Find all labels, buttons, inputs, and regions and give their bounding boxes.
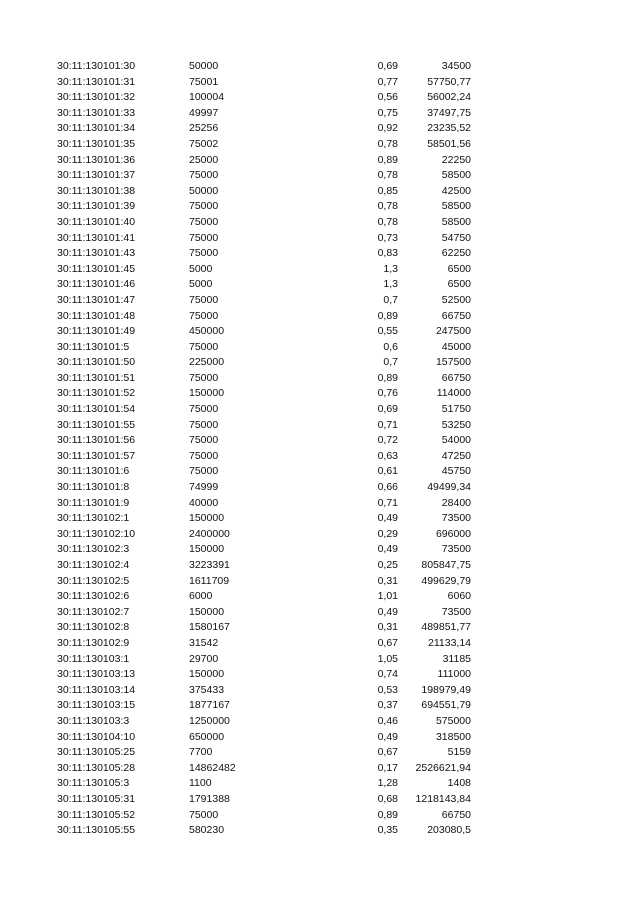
area-cell: 1611709 [189, 574, 230, 587]
area-cell: 74999 [189, 481, 219, 494]
area-cell: 75000 [189, 808, 219, 821]
cadastral-number-cell: 30:11:130102:8 [57, 621, 130, 634]
value-cell: 51750 [441, 403, 471, 416]
cadastral-number-cell: 30:11:130101:35 [57, 137, 136, 150]
coefficient-cell: 0,56 [377, 91, 398, 104]
table-row [0, 90, 640, 106]
area-cell: 450000 [189, 325, 225, 338]
cadastral-number-cell: 30:11:130101:48 [57, 309, 136, 322]
area-cell: 75001 [189, 75, 219, 88]
cadastral-number-cell: 30:11:130105:3 [57, 777, 130, 790]
cadastral-number-cell: 30:11:130101:8 [57, 481, 130, 494]
coefficient-cell: 0,76 [377, 387, 398, 400]
cadastral-number-cell: 30:11:130101:32 [57, 91, 136, 104]
coefficient-cell: 0,67 [377, 746, 398, 759]
cadastral-number-cell: 30:11:130105:55 [57, 824, 136, 837]
cadastral-number-cell: 30:11:130101:56 [57, 434, 136, 447]
cadastral-number-cell: 30:11:130102:6 [57, 590, 130, 603]
coefficient-cell: 1,01 [377, 590, 398, 603]
coefficient-cell: 0,31 [377, 574, 398, 587]
value-cell: 694551,79 [421, 699, 471, 712]
cadastral-number-cell: 30:11:130102:9 [57, 636, 130, 649]
area-cell: 2400000 [189, 527, 230, 540]
cadastral-number-cell: 30:11:130101:5 [57, 340, 130, 353]
cadastral-number-cell: 30:11:130101:6 [57, 465, 130, 478]
area-cell: 75000 [189, 449, 219, 462]
coefficient-cell: 0,78 [377, 200, 398, 213]
value-cell: 489851,77 [421, 621, 471, 634]
value-cell: 54000 [441, 434, 471, 447]
coefficient-cell: 1,3 [383, 262, 398, 275]
table-row [0, 636, 640, 652]
coefficient-cell: 0,89 [377, 808, 398, 821]
value-cell: 318500 [435, 730, 471, 743]
area-cell: 650000 [189, 730, 225, 743]
table-row [0, 776, 640, 792]
coefficient-cell: 0,73 [377, 231, 398, 244]
coefficient-cell: 0,68 [377, 792, 398, 805]
table-row [0, 106, 640, 122]
table-row [0, 402, 640, 418]
value-cell: 58500 [441, 169, 471, 182]
coefficient-cell: 0,6 [383, 340, 398, 353]
area-cell: 31542 [189, 636, 219, 649]
table-row [0, 168, 640, 184]
area-cell: 75000 [189, 340, 219, 353]
value-cell: 203080,5 [427, 824, 471, 837]
area-cell: 25000 [189, 153, 219, 166]
table-row [0, 277, 640, 293]
table-row [0, 153, 640, 169]
table-row [0, 652, 640, 668]
coefficient-cell: 0,49 [377, 730, 398, 743]
cadastral-number-cell: 30:11:130101:52 [57, 387, 136, 400]
cadastral-number-cell: 30:11:130101:45 [57, 262, 136, 275]
table-row [0, 683, 640, 699]
value-cell: 696000 [435, 527, 471, 540]
coefficient-cell: 0,74 [377, 668, 398, 681]
coefficient-cell: 1,3 [383, 278, 398, 291]
area-cell: 75002 [189, 137, 219, 150]
table-row [0, 449, 640, 465]
table-row [0, 823, 640, 839]
cadastral-number-cell: 30:11:130105:52 [57, 808, 136, 821]
cadastral-number-cell: 30:11:130101:40 [57, 215, 136, 228]
table-row [0, 184, 640, 200]
value-cell: 1408 [447, 777, 471, 790]
area-cell: 75000 [189, 215, 219, 228]
table-row [0, 137, 640, 153]
area-cell: 1877167 [189, 699, 230, 712]
area-cell: 75000 [189, 371, 219, 384]
value-cell: 45750 [441, 465, 471, 478]
coefficient-cell: 0,69 [377, 403, 398, 416]
cadastral-number-cell: 30:11:130103:14 [57, 683, 136, 696]
table-row [0, 527, 640, 543]
value-cell: 37497,75 [427, 106, 471, 119]
coefficient-cell: 0,49 [377, 605, 398, 618]
coefficient-cell: 0,66 [377, 481, 398, 494]
value-cell: 198979,49 [421, 683, 471, 696]
area-cell: 50000 [189, 60, 219, 72]
table-row [0, 761, 640, 777]
area-cell: 14862482 [189, 761, 236, 774]
area-cell: 25256 [189, 122, 219, 135]
coefficient-cell: 0,67 [377, 636, 398, 649]
area-cell: 580230 [189, 824, 225, 837]
coefficient-cell: 0,89 [377, 371, 398, 384]
coefficient-cell: 0,89 [377, 153, 398, 166]
value-cell: 66750 [441, 808, 471, 821]
table-row [0, 199, 640, 215]
value-cell: 57750,77 [427, 75, 471, 88]
coefficient-cell: 0,37 [377, 699, 398, 712]
area-cell: 75000 [189, 200, 219, 213]
cadastral-number-cell: 30:11:130102:10 [57, 527, 136, 540]
coefficient-cell: 0,49 [377, 512, 398, 525]
table-row [0, 355, 640, 371]
cadastral-number-cell: 30:11:130102:7 [57, 605, 130, 618]
table-row [0, 698, 640, 714]
area-cell: 75000 [189, 403, 219, 416]
table-row [0, 464, 640, 480]
value-cell: 22250 [441, 153, 471, 166]
table-row [0, 605, 640, 621]
cadastral-number-cell: 30:11:130101:33 [57, 106, 136, 119]
area-cell: 7700 [189, 746, 213, 759]
value-cell: 54750 [441, 231, 471, 244]
value-cell: 34500 [441, 60, 471, 72]
coefficient-cell: 0,71 [377, 496, 398, 509]
value-cell: 28400 [441, 496, 471, 509]
cadastral-number-cell: 30:11:130101:54 [57, 403, 136, 416]
coefficient-cell: 0,53 [377, 683, 398, 696]
value-cell: 62250 [441, 247, 471, 260]
table-row [0, 808, 640, 824]
value-cell: 56002,24 [427, 91, 471, 104]
coefficient-cell: 0,46 [377, 714, 398, 727]
table-row [0, 480, 640, 496]
cadastral-number-cell: 30:11:130101:46 [57, 278, 136, 291]
table-row [0, 574, 640, 590]
area-cell: 150000 [189, 543, 225, 556]
area-cell: 5000 [189, 278, 213, 291]
table-row [0, 730, 640, 746]
table-row [0, 589, 640, 605]
area-cell: 1580167 [189, 621, 230, 634]
area-cell: 75000 [189, 465, 219, 478]
table-row [0, 714, 640, 730]
coefficient-cell: 0,78 [377, 169, 398, 182]
coefficient-cell: 0,75 [377, 106, 398, 119]
cadastral-number-cell: 30:11:130102:4 [57, 559, 130, 571]
table-row [0, 231, 640, 247]
value-cell: 58500 [441, 215, 471, 228]
data-table [0, 59, 640, 839]
cadastral-number-cell: 30:11:130101:9 [57, 496, 130, 509]
value-cell: 66750 [441, 309, 471, 322]
value-cell: 5159 [447, 746, 471, 759]
table-row [0, 309, 640, 325]
table-row [0, 620, 640, 636]
table-row [0, 293, 640, 309]
coefficient-cell: 0,89 [377, 309, 398, 322]
table-row [0, 340, 640, 356]
table-row [0, 433, 640, 449]
value-cell: 58500 [441, 200, 471, 213]
area-cell: 1100 [189, 777, 212, 790]
table-row [0, 121, 640, 137]
area-cell: 40000 [189, 496, 219, 509]
value-cell: 47250 [441, 449, 471, 462]
value-cell: 52500 [441, 293, 471, 306]
value-cell: 45000 [441, 340, 471, 353]
value-cell: 157500 [435, 356, 471, 369]
cadastral-number-cell: 30:11:130101:31 [57, 75, 136, 88]
value-cell: 73500 [441, 512, 471, 525]
cadastral-number-cell: 30:11:130101:49 [57, 325, 136, 338]
area-cell: 150000 [189, 668, 225, 681]
table-row [0, 542, 640, 558]
area-cell: 1791388 [189, 792, 230, 805]
area-cell: 75000 [189, 231, 219, 244]
table-row [0, 246, 640, 262]
coefficient-cell: 0,29 [377, 527, 398, 540]
value-cell: 1218143,84 [415, 792, 471, 805]
cadastral-number-cell: 30:11:130103:1 [57, 652, 130, 665]
area-cell: 75000 [189, 309, 219, 322]
value-cell: 73500 [441, 543, 471, 556]
value-cell: 53250 [441, 418, 471, 431]
coefficient-cell: 0,31 [377, 621, 398, 634]
cadastral-number-cell: 30:11:130101:38 [57, 184, 136, 197]
area-cell: 225000 [189, 356, 225, 369]
coefficient-cell: 0,71 [377, 418, 398, 431]
table-row [0, 386, 640, 402]
table-row [0, 75, 640, 91]
cadastral-number-cell: 30:11:130101:50 [57, 356, 136, 369]
cadastral-number-cell: 30:11:130105:28 [57, 761, 136, 774]
coefficient-cell: 0,63 [377, 449, 398, 462]
table-row [0, 667, 640, 683]
cadastral-number-cell: 30:11:130102:5 [57, 574, 130, 587]
coefficient-cell: 1,05 [377, 652, 398, 665]
coefficient-cell: 1,28 [377, 777, 398, 790]
area-cell: 75000 [189, 247, 219, 260]
table-row [0, 59, 640, 75]
value-cell: 111000 [437, 668, 471, 681]
value-cell: 66750 [441, 371, 471, 384]
cadastral-number-cell: 30:11:130101:30 [57, 60, 136, 72]
area-cell: 150000 [189, 512, 225, 525]
table-row [0, 792, 640, 808]
value-cell: 21133,14 [427, 636, 471, 649]
table-row [0, 511, 640, 527]
table-row [0, 558, 640, 574]
table-row [0, 324, 640, 340]
cadastral-number-cell: 30:11:130101:34 [57, 122, 136, 135]
area-cell: 3223391 [189, 559, 230, 571]
table-row [0, 371, 640, 387]
cadastral-number-cell: 30:11:130101:43 [57, 247, 136, 260]
area-cell: 49997 [189, 106, 219, 119]
cadastral-number-cell: 30:11:130105:25 [57, 746, 136, 759]
value-cell: 805847,75 [421, 559, 471, 571]
cadastral-number-cell: 30:11:130101:41 [57, 231, 136, 244]
cadastral-number-cell: 30:11:130104:10 [57, 730, 136, 743]
table-row [0, 262, 640, 278]
coefficient-cell: 0,61 [377, 465, 398, 478]
coefficient-cell: 0,78 [377, 215, 398, 228]
value-cell: 575000 [435, 714, 471, 727]
area-cell: 1250000 [189, 714, 230, 727]
area-cell: 75000 [189, 169, 219, 182]
coefficient-cell: 0,17 [377, 761, 398, 774]
coefficient-cell: 0,85 [377, 184, 398, 197]
value-cell: 23235,52 [427, 122, 471, 135]
coefficient-cell: 0,49 [377, 543, 398, 556]
value-cell: 58501,56 [427, 137, 471, 150]
value-cell: 42500 [441, 184, 471, 197]
cadastral-number-cell: 30:11:130101:37 [57, 169, 136, 182]
cadastral-number-cell: 30:11:130101:51 [57, 371, 136, 384]
cadastral-number-cell: 30:11:130105:31 [57, 792, 136, 805]
value-cell: 73500 [441, 605, 471, 618]
cadastral-number-cell: 30:11:130101:57 [57, 449, 136, 462]
cadastral-number-cell: 30:11:130102:1 [57, 512, 130, 525]
coefficient-cell: 0,83 [377, 247, 398, 260]
value-cell: 499629,79 [421, 574, 471, 587]
value-cell: 114000 [436, 387, 471, 400]
coefficient-cell: 0,7 [383, 356, 398, 369]
cadastral-number-cell: 30:11:130103:15 [57, 699, 136, 712]
cadastral-number-cell: 30:11:130103:3 [57, 714, 130, 727]
area-cell: 75000 [189, 434, 219, 447]
area-cell: 150000 [189, 387, 225, 400]
value-cell: 6060 [447, 590, 471, 603]
cadastral-number-cell: 30:11:130101:36 [57, 153, 136, 166]
table-row [0, 215, 640, 231]
coefficient-cell: 0,55 [377, 325, 398, 338]
cadastral-number-cell: 30:11:130101:55 [57, 418, 136, 431]
value-cell: 2526621,94 [415, 761, 471, 774]
value-cell: 31185 [442, 652, 471, 665]
area-cell: 75000 [189, 418, 219, 431]
cadastral-number-cell: 30:11:130102:3 [57, 543, 130, 556]
value-cell: 6500 [447, 262, 471, 275]
value-cell: 6500 [447, 278, 471, 291]
coefficient-cell: 0,25 [377, 559, 398, 571]
value-cell: 247500 [435, 325, 471, 338]
area-cell: 6000 [189, 590, 213, 603]
area-cell: 5000 [189, 262, 213, 275]
coefficient-cell: 0,35 [377, 824, 398, 837]
coefficient-cell: 0,7 [383, 293, 398, 306]
value-cell: 49499,34 [427, 481, 471, 494]
coefficient-cell: 0,78 [377, 137, 398, 150]
area-cell: 50000 [189, 184, 219, 197]
table-row [0, 418, 640, 434]
cadastral-number-cell: 30:11:130101:39 [57, 200, 136, 213]
area-cell: 375433 [189, 683, 225, 696]
area-cell: 150000 [189, 605, 225, 618]
area-cell: 29700 [189, 652, 219, 665]
coefficient-cell: 0,77 [377, 75, 398, 88]
cadastral-number-cell: 30:11:130103:13 [57, 668, 136, 681]
area-cell: 100004 [189, 91, 225, 104]
area-cell: 75000 [189, 293, 219, 306]
cadastral-number-cell: 30:11:130101:47 [57, 293, 136, 306]
coefficient-cell: 0,92 [377, 122, 398, 135]
coefficient-cell: 0,69 [377, 60, 398, 72]
coefficient-cell: 0,72 [377, 434, 398, 447]
table-row [0, 496, 640, 512]
table-row [0, 745, 640, 761]
